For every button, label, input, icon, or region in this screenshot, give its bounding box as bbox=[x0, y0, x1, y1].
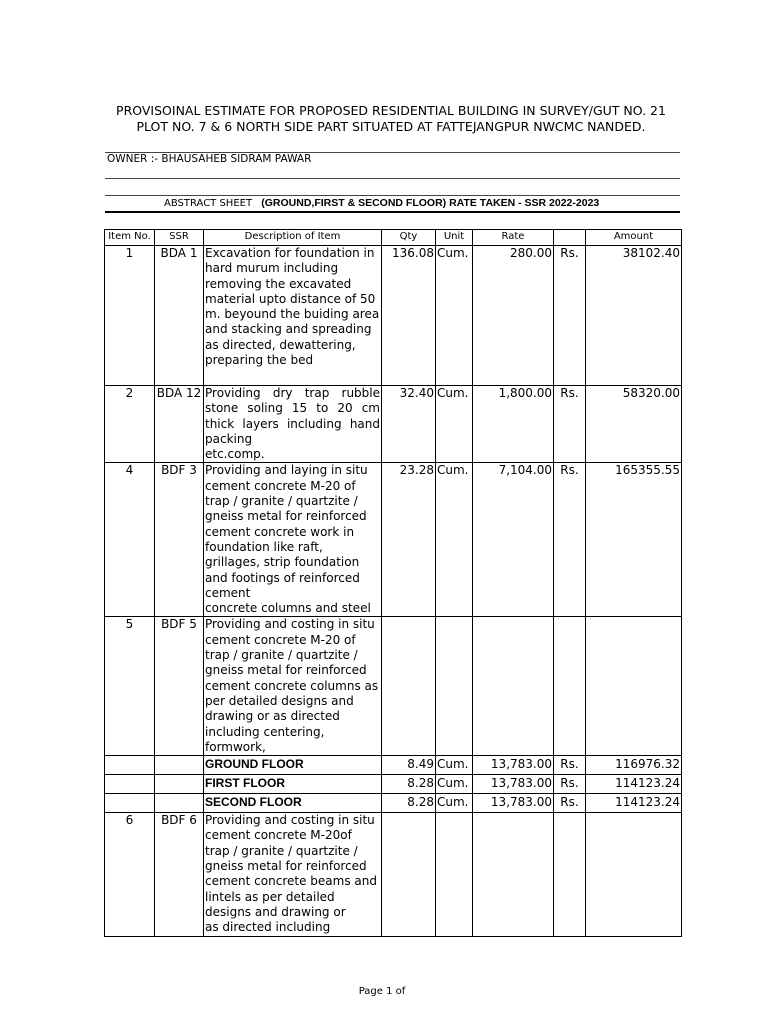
qty: 32.40 bbox=[382, 386, 436, 463]
item-description bbox=[204, 463, 382, 617]
abstract-label: ABSTRACT SHEET bbox=[164, 198, 253, 209]
item-no bbox=[105, 756, 155, 775]
amount bbox=[586, 813, 682, 936]
estimate-table bbox=[104, 229, 682, 937]
rate: 13,783.00 bbox=[473, 756, 554, 775]
unit: Cum. bbox=[436, 794, 473, 813]
ssr-code: BDF 3 bbox=[155, 463, 204, 617]
estimate-title-line-2: PLOT NO. 7 & 6 NORTH SIDE PART SITUATED AT FATTEJANGPUR NWCMC NANDED. bbox=[136, 119, 646, 134]
description-text: Providing and laying in situ cement concrete M-20 of trap / granite / quartzite / gneiss metal for reinforced cement concrete work in foundation like raft, grillages, strip foundation and footings of reinforced cement bbox=[205, 463, 368, 600]
divider bbox=[105, 195, 680, 196]
item-no bbox=[105, 775, 155, 794]
table-header-row bbox=[105, 230, 682, 246]
abstract-rate-note: (GROUND,FIRST & SECOND FLOOR) RATE TAKEN - SSR 2022-2023 bbox=[261, 197, 600, 209]
unit: Cum. bbox=[436, 775, 473, 794]
divider bbox=[105, 178, 680, 179]
column-header-qty: Qty bbox=[382, 230, 436, 246]
floor-label: GROUND FLOOR bbox=[204, 756, 382, 775]
table-row bbox=[105, 246, 682, 386]
rate: 13,783.00 bbox=[473, 794, 554, 813]
qty: 8.49 bbox=[382, 756, 436, 775]
column-header-currency bbox=[554, 230, 586, 246]
description-text: Providing and costing in situ cement concrete M-20of trap / granite / quartzite / gneiss metal for reinforced cement concrete beams and lintels as per detailed designs and drawing or bbox=[205, 813, 377, 919]
currency bbox=[554, 617, 586, 756]
column-header-unit: Unit bbox=[436, 230, 473, 246]
amount: 165355.55 bbox=[586, 463, 682, 617]
table-row-ground-floor bbox=[105, 756, 682, 775]
floor-label: FIRST FLOOR bbox=[204, 775, 382, 794]
table-row-first-floor bbox=[105, 775, 682, 794]
qty bbox=[382, 813, 436, 936]
table-row bbox=[105, 617, 682, 756]
rate: 13,783.00 bbox=[473, 775, 554, 794]
item-description bbox=[204, 386, 382, 463]
rate: 1,800.00 bbox=[473, 386, 554, 463]
unit bbox=[436, 813, 473, 936]
amount bbox=[586, 617, 682, 756]
qty: 23.28 bbox=[382, 463, 436, 617]
unit: Cum. bbox=[436, 463, 473, 617]
amount: 116976.32 bbox=[586, 756, 682, 775]
owner-name: OWNER :- BHAUSAHEB SIDRAM PAWAR bbox=[107, 153, 312, 165]
qty: 136.08 bbox=[382, 246, 436, 386]
item-description: Providing and costing in situ cement concrete M-20 of trap / granite / quartzite / gneiss metal for reinforced cement concrete columns as per detailed designs and drawing or as directed including centering, formwork, bbox=[204, 617, 382, 756]
ssr-code bbox=[155, 775, 204, 794]
currency: Rs. bbox=[554, 246, 586, 386]
currency bbox=[554, 813, 586, 936]
column-header-ssr: SSR bbox=[155, 230, 204, 246]
currency: Rs. bbox=[554, 794, 586, 813]
qty: 8.28 bbox=[382, 794, 436, 813]
description-text: Providing dry trap rubble stone soling 15 to 20 cm thick layers including hand packing bbox=[205, 386, 380, 446]
item-description bbox=[204, 813, 382, 936]
rate: 280.00 bbox=[473, 246, 554, 386]
floor-label: SECOND FLOOR bbox=[204, 794, 382, 813]
amount: 114123.24 bbox=[586, 794, 682, 813]
currency: Rs. bbox=[554, 386, 586, 463]
table-row bbox=[105, 813, 682, 936]
rate bbox=[473, 813, 554, 936]
item-no: 2 bbox=[105, 386, 155, 463]
qty: 8.28 bbox=[382, 775, 436, 794]
ssr-code: BDF 5 bbox=[155, 617, 204, 756]
unit: Cum. bbox=[436, 386, 473, 463]
unit: Cum. bbox=[436, 246, 473, 386]
description-text-tail: concrete columns and steel bbox=[205, 601, 371, 616]
column-header-rate: Rate bbox=[473, 230, 554, 246]
unit: Cum. bbox=[436, 756, 473, 775]
item-description: Excavation for foundation in hard murum including removing the excavated material upto distance of 50 m. beyound the buiding area and stacking and spreading as directed, dewattering, preparing the bed bbox=[204, 246, 382, 386]
page-number: Page 1 of bbox=[358, 986, 406, 997]
table-row bbox=[105, 386, 682, 463]
qty bbox=[382, 617, 436, 756]
divider bbox=[105, 211, 680, 213]
column-header-description: Description of Item bbox=[204, 230, 382, 246]
rate bbox=[473, 617, 554, 756]
ssr-code: BDA 1 bbox=[155, 246, 204, 386]
item-no: 4 bbox=[105, 463, 155, 617]
description-text-tail: as directed including bbox=[205, 920, 331, 935]
item-no: 6 bbox=[105, 813, 155, 936]
item-no bbox=[105, 794, 155, 813]
ssr-code bbox=[155, 794, 204, 813]
column-header-amount: Amount bbox=[586, 230, 682, 246]
item-no: 5 bbox=[105, 617, 155, 756]
column-header-item-no: Item No. bbox=[105, 230, 155, 246]
amount: 38102.40 bbox=[586, 246, 682, 386]
currency: Rs. bbox=[554, 463, 586, 617]
table-row-second-floor bbox=[105, 794, 682, 813]
amount: 114123.24 bbox=[586, 775, 682, 794]
table-row bbox=[105, 463, 682, 617]
ssr-code bbox=[155, 756, 204, 775]
description-text-tail: etc.comp. bbox=[205, 447, 265, 462]
estimate-title-line-1: PROVISOINAL ESTIMATE FOR PROPOSED RESIDENTIAL BUILDING IN SURVEY/GUT NO. 21 bbox=[116, 103, 666, 118]
currency: Rs. bbox=[554, 756, 586, 775]
abstract-sheet-heading bbox=[164, 197, 599, 209]
ssr-code: BDA 12 bbox=[155, 386, 204, 463]
currency: Rs. bbox=[554, 775, 586, 794]
ssr-code: BDF 6 bbox=[155, 813, 204, 936]
amount: 58320.00 bbox=[586, 386, 682, 463]
item-no: 1 bbox=[105, 246, 155, 386]
rate: 7,104.00 bbox=[473, 463, 554, 617]
unit bbox=[436, 617, 473, 756]
